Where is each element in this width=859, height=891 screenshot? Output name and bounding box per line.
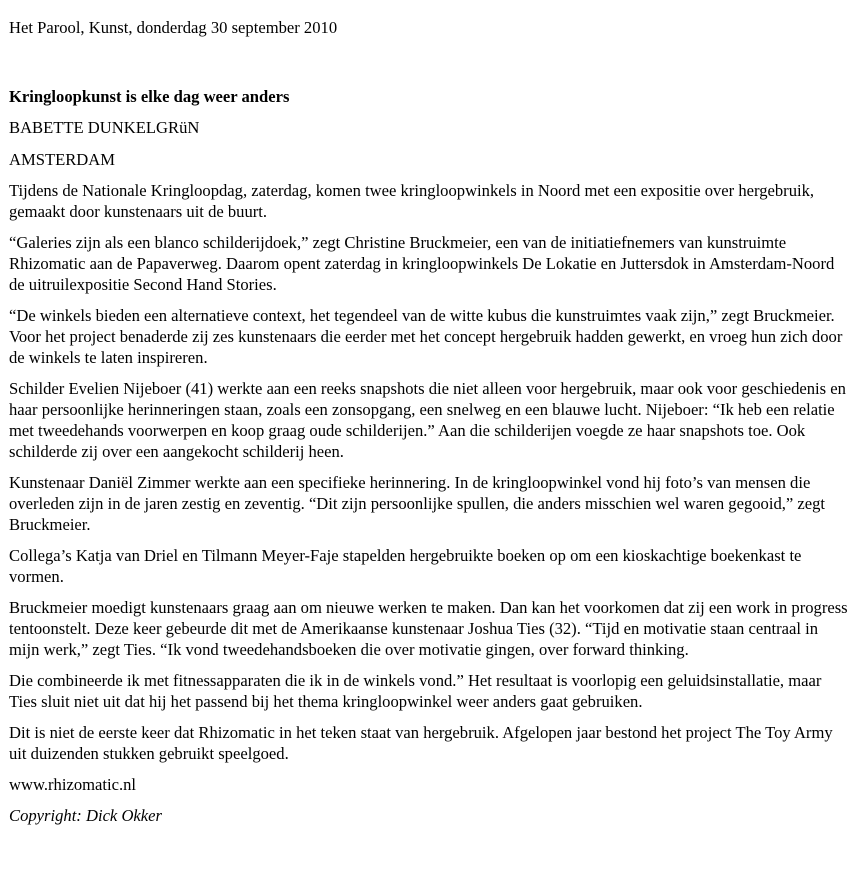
paragraph-9: Dit is niet de eerste keer dat Rhizomatic in het teken staat van hergebruik. Afgelopen jaar bestond het project The Toy Army uit duizenden stukken gebruikt speelgoed. bbox=[9, 723, 833, 763]
paragraph-2: “Galeries zijn als een blanco schilderijdoek,” zegt Christine Bruckmeier, een van de initiatiefnemers van kunstruimte Rhizomatic aan de Papaverweg. Daarom opent zaterdag in kringloopwinkels De Lokatie en Juttersdok in Amsterdam-Noord de uitruilexpositie Second Hand Stories. bbox=[9, 233, 835, 294]
paragraph-5: Kunstenaar Daniël Zimmer werkte aan een specifieke herinnering. In de kringloopwinkel vond hij foto’s van mensen die overleden zijn in de jaren zestig en zeventig. “Dit zijn persoonlijke spullen, die anders misschien wel waren gegooid,” zegt Bruckmeier. bbox=[9, 473, 826, 534]
headline: Kringloopkunst is elke dag weer anders bbox=[9, 87, 290, 106]
paragraph-8: Die combineerde ik met fitnessapparaten die ik in de winkels vond.” Het resultaat is voorlopig een geluidsinstallatie, maar Ties sluit niet uit dat hij het passend bij het thema kringloopwinkel weer anders gaat gebruiken. bbox=[9, 671, 822, 711]
source-line: Het Parool, Kunst, donderdag 30 september 2010 bbox=[9, 18, 338, 37]
paragraph-4: Schilder Evelien Nijeboer (41) werkte aan een reeks snapshots die niet alleen voor hergebruik, maar ook voor geschiedenis en haar persoonlijke herinneringen staan, zoals een zonsopgang, een snelweg en een blauwe lucht. Nijeboer: “Ik heb een relatie met tweedehands voorwerpen en koop graag oude schilderijen.” Aan die schilderijen voegde ze haar snapshots toe. Ook schilderde zij over een aangekocht schilderij heen. bbox=[9, 379, 846, 461]
copyright-notice: Copyright: Dick Okker bbox=[9, 806, 162, 825]
website-link[interactable]: www.rhizomatic.nl bbox=[9, 775, 137, 794]
paragraph-6: Collega’s Katja van Driel en Tilmann Meyer-Faje stapelden hergebruikte boeken op om een kioskachtige boekenkast te vormen. bbox=[9, 546, 802, 586]
article-page bbox=[9, 17, 851, 826]
paragraph-3: “De winkels bieden een alternatieve context, het tegendeel van de witte kubus die kunstruimtes vaak zijn,” zegt Bruckmeier. Voor het project benaderde zij zes kunstenaars die eerder met het concept hergebruik hadden gewerkt, en vroeg hun zich door de winkels te laten inspireren. bbox=[9, 306, 843, 367]
paragraph-7: Bruckmeier moedigt kunstenaars graag aan om nieuwe werken te maken. Dan kan het voorkomen dat zij een work in progress tentoonstelt. Deze keer gebeurde dit met de Amerikaanse kunstenaar Joshua Ties (32). “Tijd en motivatie staan centraal in mijn werk,” zegt Ties. “Ik vond tweedehandsboeken die over motivatie gingen, over forward thinking. bbox=[9, 598, 848, 659]
paragraph-1: Tijdens de Nationale Kringloopdag, zaterdag, komen twee kringloopwinkels in Noord met een expositie over hergebruik, gemaakt door kunstenaars uit de buurt. bbox=[9, 181, 815, 221]
byline: BABETTE DUNKELGRüN bbox=[9, 118, 200, 137]
dateline: AMSTERDAM bbox=[9, 150, 116, 169]
